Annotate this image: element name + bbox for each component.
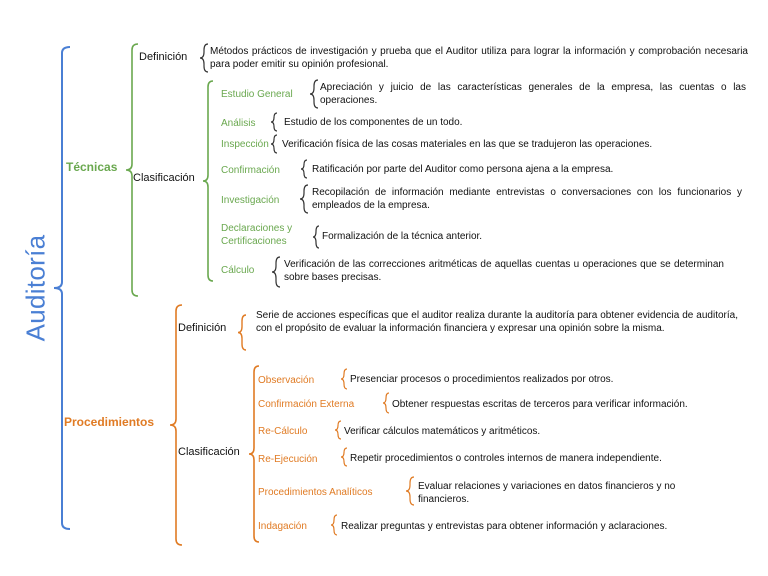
item-bracket (310, 80, 318, 108)
tecnica-label: Estudio General (221, 89, 293, 100)
tecnica-text: Verificación de las correcciones aritméticas de aquellas cuentas u operaciones que se determinan sobre bases precisas. (284, 259, 724, 283)
item-bracket (313, 226, 319, 248)
tecnica-text: Apreciación y juicio de las características generales de la empresa, las cuentas o las operaciones. (320, 82, 746, 106)
item-bracket (271, 135, 277, 153)
procedimiento-text: Evaluar relaciones y variaciones en datos financieros y no financieros. (418, 481, 676, 505)
title-auditoria: Auditoría (20, 234, 51, 342)
tecnicas-bracket (126, 44, 138, 296)
procedimiento-label: Indagación (258, 521, 307, 532)
main-bracket (54, 47, 70, 529)
tecnica-label: Cálculo (221, 265, 255, 276)
tecnica-label: Confirmación (221, 165, 280, 176)
item-bracket (331, 515, 337, 535)
item-bracket (341, 369, 347, 389)
procedimiento-text: Presenciar procesos o procedimientos realizados por otros. (350, 374, 614, 385)
item-bracket (271, 113, 277, 131)
item-bracket (301, 160, 307, 178)
tecnica-label: Análisis (221, 118, 256, 129)
procedimiento-text: Obtener respuestas escritas de terceros para verificar información. (392, 399, 688, 410)
item-bracket (341, 448, 347, 466)
procedimientos-definicion-text: Serie de acciones específicas que el auditor realiza durante la auditoría para obtener evidencia de auditoría, con el propósito de evaluar la información financiera y expresar una opinión sobre la misma. (256, 310, 738, 334)
tecnica-text: Recopilación de información mediante entrevistas o conversaciones con los funcionarios y empleados de la empresa. (312, 187, 742, 211)
item-bracket (300, 185, 308, 213)
procedimiento-label: Confirmación Externa (258, 399, 355, 410)
tecnica-label: Investigación (221, 195, 280, 206)
procedimientos-definicion-label: Definición (178, 322, 227, 334)
procedimiento-text: Realizar preguntas y entrevistas para obtener información y aclaraciones. (341, 521, 668, 532)
item-bracket (272, 257, 280, 287)
tecnica-text: Estudio de los componentes de un todo. (284, 117, 463, 128)
tecnicas-definicion-text: Métodos prácticos de investigación y prueba que el Auditor utiliza para lograr la información y comprobación necesaria para poder emitir su opinión profesional. (210, 46, 748, 70)
item-bracket (335, 421, 341, 439)
item-bracket (406, 477, 414, 505)
tecnicas-definicion-label: Definición (139, 51, 188, 63)
tecnica-label: Inspección (221, 139, 269, 150)
procedimiento-label: Re-Ejecución (258, 454, 318, 465)
procedimientos-label: Procedimientos (64, 415, 155, 429)
tecnica-text: Formalización de la técnica anterior. (322, 231, 483, 242)
tecnicas-label: Técnicas (66, 160, 118, 174)
procedimiento-label: Re-Cálculo (258, 426, 308, 437)
tecnicas-clasificacion-label: Clasificación (133, 172, 195, 184)
procedimiento-label: Procedimientos Analíticos (258, 487, 373, 498)
procedimientos-definicion-bracket (238, 315, 246, 350)
tecnica-text: Verificación física de las cosas materiales en las que se tradujeron las operaciones. (282, 139, 653, 150)
procedimiento-text: Repetir procedimientos o controles internos de manera independiente. (350, 453, 662, 464)
tecnica-label: Declaraciones y Certificaciones (221, 223, 293, 247)
procedimiento-label: Observación (258, 375, 315, 386)
procedimientos-clasificacion-label: Clasificación (178, 446, 240, 458)
procedimientos-bracket (170, 305, 182, 545)
item-bracket (383, 393, 389, 413)
tecnicas-clasificacion-bracket (203, 81, 213, 281)
tecnica-text: Ratificación por parte del Auditor como persona ajena a la empresa. (312, 164, 614, 175)
procedimiento-text: Verificar cálculos matemáticos y aritméticos. (344, 426, 541, 437)
tecnicas-definicion-bracket (200, 44, 208, 72)
